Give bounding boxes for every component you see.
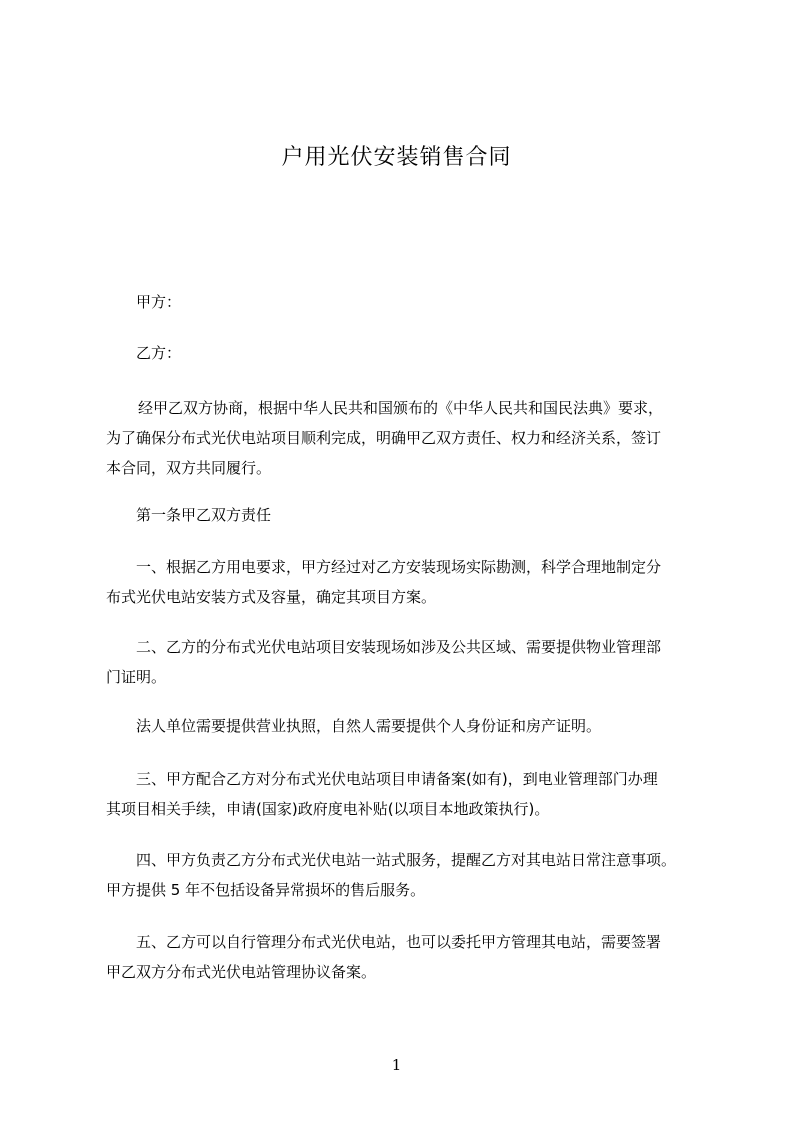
item-5-line-1: 五、乙方可以自行管理分布式光伏电站，也可以委托甲方管理其电站，需要签署 [136,933,662,951]
item-1-line-2: 布式光伏电站安装方式及容量，确定其项目方案。 [106,588,437,606]
item-3-line-2: 其项目相关手续，申请(国家)政府度电补贴(以项目本地政策执行)。 [106,800,550,818]
item-2-line-1: 二、乙方的分布式光伏电站项目安装现场如涉及公共区域、需要提供物业管理部 [136,638,662,656]
item-5-paragraph [106,927,706,987]
party-b-label: 乙方： [136,344,182,362]
item-2-line-2: 门证明。 [106,668,167,686]
document-title: 户用光伏安装销售合同 [281,145,512,170]
party-a-label: 甲方： [136,293,182,311]
item-4-line-1: 四、甲方负责乙方分布式光伏电站一站式服务，提醒乙方对其电站日常注意事项。 [136,851,677,869]
item-3-paragraph [106,764,706,824]
item-1-line-1: 一、根据乙方用电要求，甲方经过对乙方安装现场实际勘测，科学合理地制定分 [136,558,662,576]
article-1-heading: 第一条甲乙双方责任 [136,506,272,524]
item-4-line-2: 甲方提供 5 年不包括设备异常损坏的售后服务。 [106,881,426,899]
item-3-line-1: 三、甲方配合乙方对分布式光伏电站项目申请备案(如有)，到电业管理部门办理 [136,770,658,788]
item-2-note: 法人单位需要提供营业执照，自然人需要提供个人身份证和房产证明。 [136,717,602,735]
item-2-paragraph [106,632,706,692]
item-1-paragraph [106,552,706,612]
item-5-line-2: 甲乙双方分布式光伏电站管理协议备案。 [106,963,377,981]
page-number: 1 [391,1056,402,1074]
intro-paragraph [106,393,706,483]
intro-line-3: 本合同，双方共同履行。 [106,459,272,477]
intro-line-2: 为了确保分布式光伏电站项目顺利完成，明确甲乙双方责任、权力和经济关系，签订 [106,429,662,447]
intro-line-1: 经甲乙双方协商，根据中华人民共和国颁布的《中华人民共和国民法典》要求， [138,399,664,417]
item-4-paragraph [106,845,706,905]
